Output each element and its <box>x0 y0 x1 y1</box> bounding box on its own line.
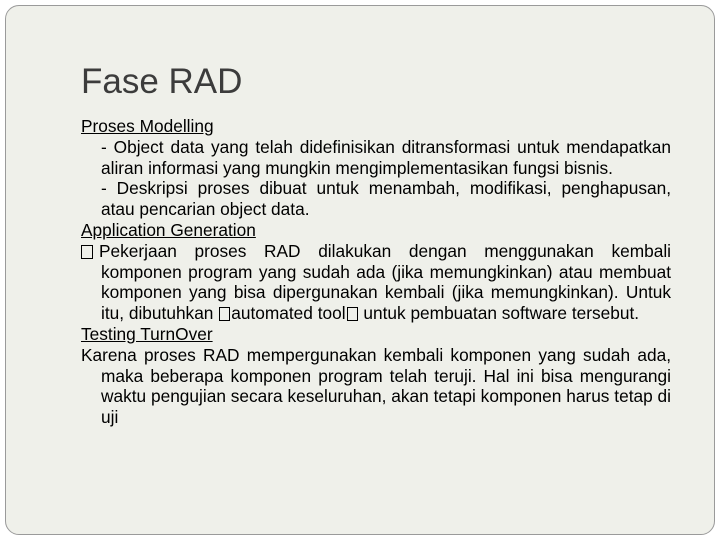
section-heading-testing-turnover: Testing TurnOver <box>81 323 213 344</box>
application-generation-text-after: untuk pembuatan software tersebut. <box>363 303 640 324</box>
application-generation-text-quoted: automated tool <box>231 303 346 324</box>
application-generation-bullet <box>81 241 671 324</box>
application-generation-text-before: Pekerjaan proses RAD dilakukan dengan menggunakan kembali komponen program yang sudah ada (jika memungkinkan) atau membuat komponen yang bisa dipergunakan kembali (jika memungkinkan). Untuk itu, dibutuhkan <box>99 240 671 324</box>
slide-frame <box>5 5 715 535</box>
section-heading-application-generation: Application Generation <box>81 219 256 240</box>
proses-modelling-item-2: - Deskripsi proses dibuat untuk menambah, modifikasi, penghapusan, atau pencarian object data. <box>101 178 671 220</box>
slide-content <box>81 116 671 428</box>
proses-modelling-item-1: - Object data yang telah didefinisikan ditransformasi untuk mendapatkan aliran informasi yang mungkin mengimplementasikan fungsi bisnis. <box>101 136 671 178</box>
section-heading-proses-modelling: Proses Modelling <box>81 116 214 136</box>
slide-title: Fase RAD <box>81 62 243 101</box>
testing-turnover-text: Karena proses RAD mempergunakan kembali komponen yang sudah ada, maka beberapa komponen program telah teruji. Hal ini bisa mengurangi waktu pengujian secara keseluruhan, akan tetapi komponen harus tetap di uji <box>81 344 671 428</box>
missing-glyph-quote-close-icon <box>347 307 358 321</box>
missing-glyph-quote-open-icon <box>219 307 230 321</box>
missing-glyph-bullet-icon <box>81 245 93 259</box>
